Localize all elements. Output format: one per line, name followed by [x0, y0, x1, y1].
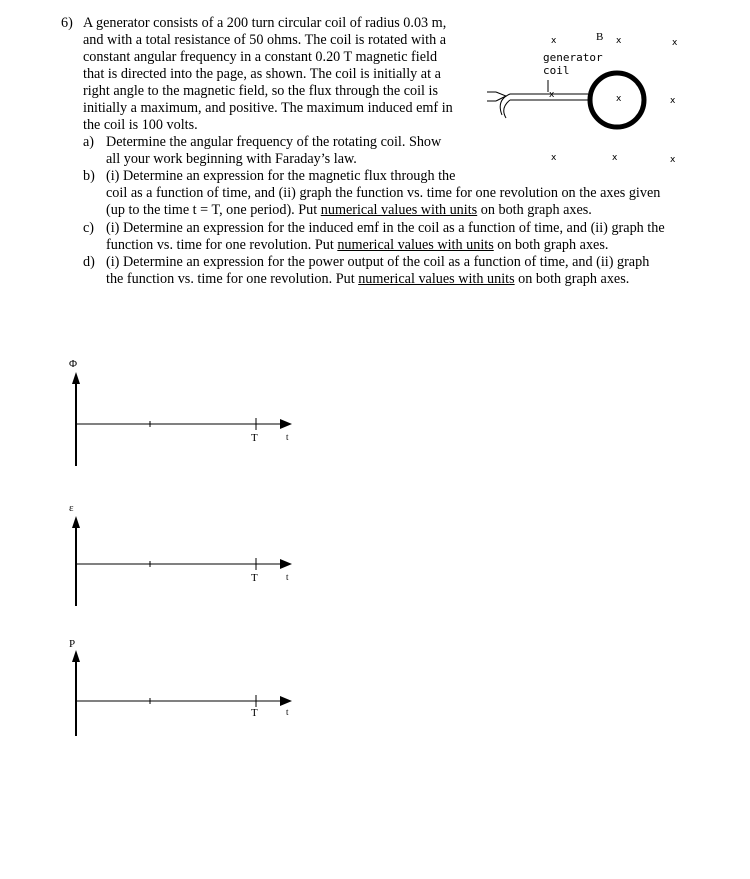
- flux-y-arrow: [72, 372, 80, 384]
- power-x-arrow: [280, 696, 292, 706]
- part-line: Determine the angular frequency of the rotating coil. Show: [106, 134, 442, 150]
- underlined-text: numerical values with units: [337, 237, 494, 253]
- underlined-text: numerical values with units: [320, 202, 478, 218]
- field-marker: x: [612, 153, 618, 163]
- flux-period-label: T: [251, 432, 258, 444]
- emf-y-label: ε: [69, 502, 74, 514]
- power-graph: [72, 650, 292, 736]
- intro-line: initially a maximum, and positive. The maximum induced emf in: [83, 100, 453, 116]
- field-marker: x: [672, 38, 678, 48]
- emf-y-arrow: [72, 516, 80, 528]
- part-label: d): [83, 254, 95, 270]
- emf-x-arrow: [280, 559, 292, 569]
- emf-period-label: T: [251, 572, 258, 584]
- intro-line: constant angular frequency in a constant 0.20 T magnetic field: [83, 49, 438, 65]
- flux-x-arrow: [280, 419, 292, 429]
- underlined-text: numerical values with units: [358, 271, 515, 287]
- intro-line: right angle to the magnetic field, so the flux through the coil is: [83, 83, 438, 99]
- part-line: (i) Determine an expression for the induced emf in the coil as a function of time, and (ii) graph the: [106, 220, 665, 236]
- field-marker: x: [670, 96, 676, 106]
- part-text: on both graph axes.: [493, 237, 609, 253]
- part-label: b): [83, 168, 95, 184]
- part-text: function vs. time for one revolution. Put: [106, 237, 338, 253]
- field-label: B: [596, 31, 604, 43]
- field-marker: x: [670, 155, 676, 165]
- field-marker: x: [551, 36, 557, 46]
- field-marker: x: [549, 90, 555, 100]
- power-y-arrow: [72, 650, 80, 662]
- part-line: all your work beginning with Faraday’s law.: [106, 151, 357, 167]
- coil-label: coil: [543, 64, 570, 77]
- emf-t-label: t: [286, 572, 289, 582]
- part-label: c): [83, 220, 95, 236]
- field-marker: x: [551, 153, 557, 163]
- field-marker: x: [616, 94, 622, 104]
- part-text: the function vs. time for one revolution. Put: [106, 271, 359, 287]
- part-text: on both graph axes.: [514, 271, 630, 287]
- generator-label: generator: [543, 51, 603, 64]
- flux-graph: [72, 372, 292, 466]
- emf-graph: [72, 516, 292, 606]
- problem-number: 6): [61, 15, 73, 31]
- intro-line: the coil is 100 volts.: [83, 117, 198, 133]
- power-t-label: t: [286, 707, 289, 717]
- intro-line: that is directed into the page, as shown. The coil is initially at a: [83, 66, 441, 82]
- part-label: a): [83, 134, 95, 150]
- part-text: on both graph axes.: [477, 202, 592, 218]
- flux-t-label: t: [286, 432, 289, 442]
- flux-y-label: Φ: [69, 358, 78, 370]
- part-text: (up to the time t = T, one period). Put: [106, 202, 321, 218]
- part-line: (i) Determine an expression for the magnetic flux through the: [106, 168, 456, 184]
- intro-line: A generator consists of a 200 turn circular coil of radius 0.03 m,: [83, 15, 447, 31]
- part-line: coil as a function of time, and (ii) graph the function vs. time for one revolution on the axes given: [106, 185, 661, 201]
- part-line: (i) Determine an expression for the power output of the coil as a function of time, and (ii) graph: [106, 254, 650, 270]
- intro-line: and with a total resistance of 50 ohms. The coil is rotated with a: [83, 32, 447, 48]
- power-y-label: P: [69, 638, 76, 650]
- power-period-label: T: [251, 707, 258, 719]
- field-marker: x: [616, 36, 622, 46]
